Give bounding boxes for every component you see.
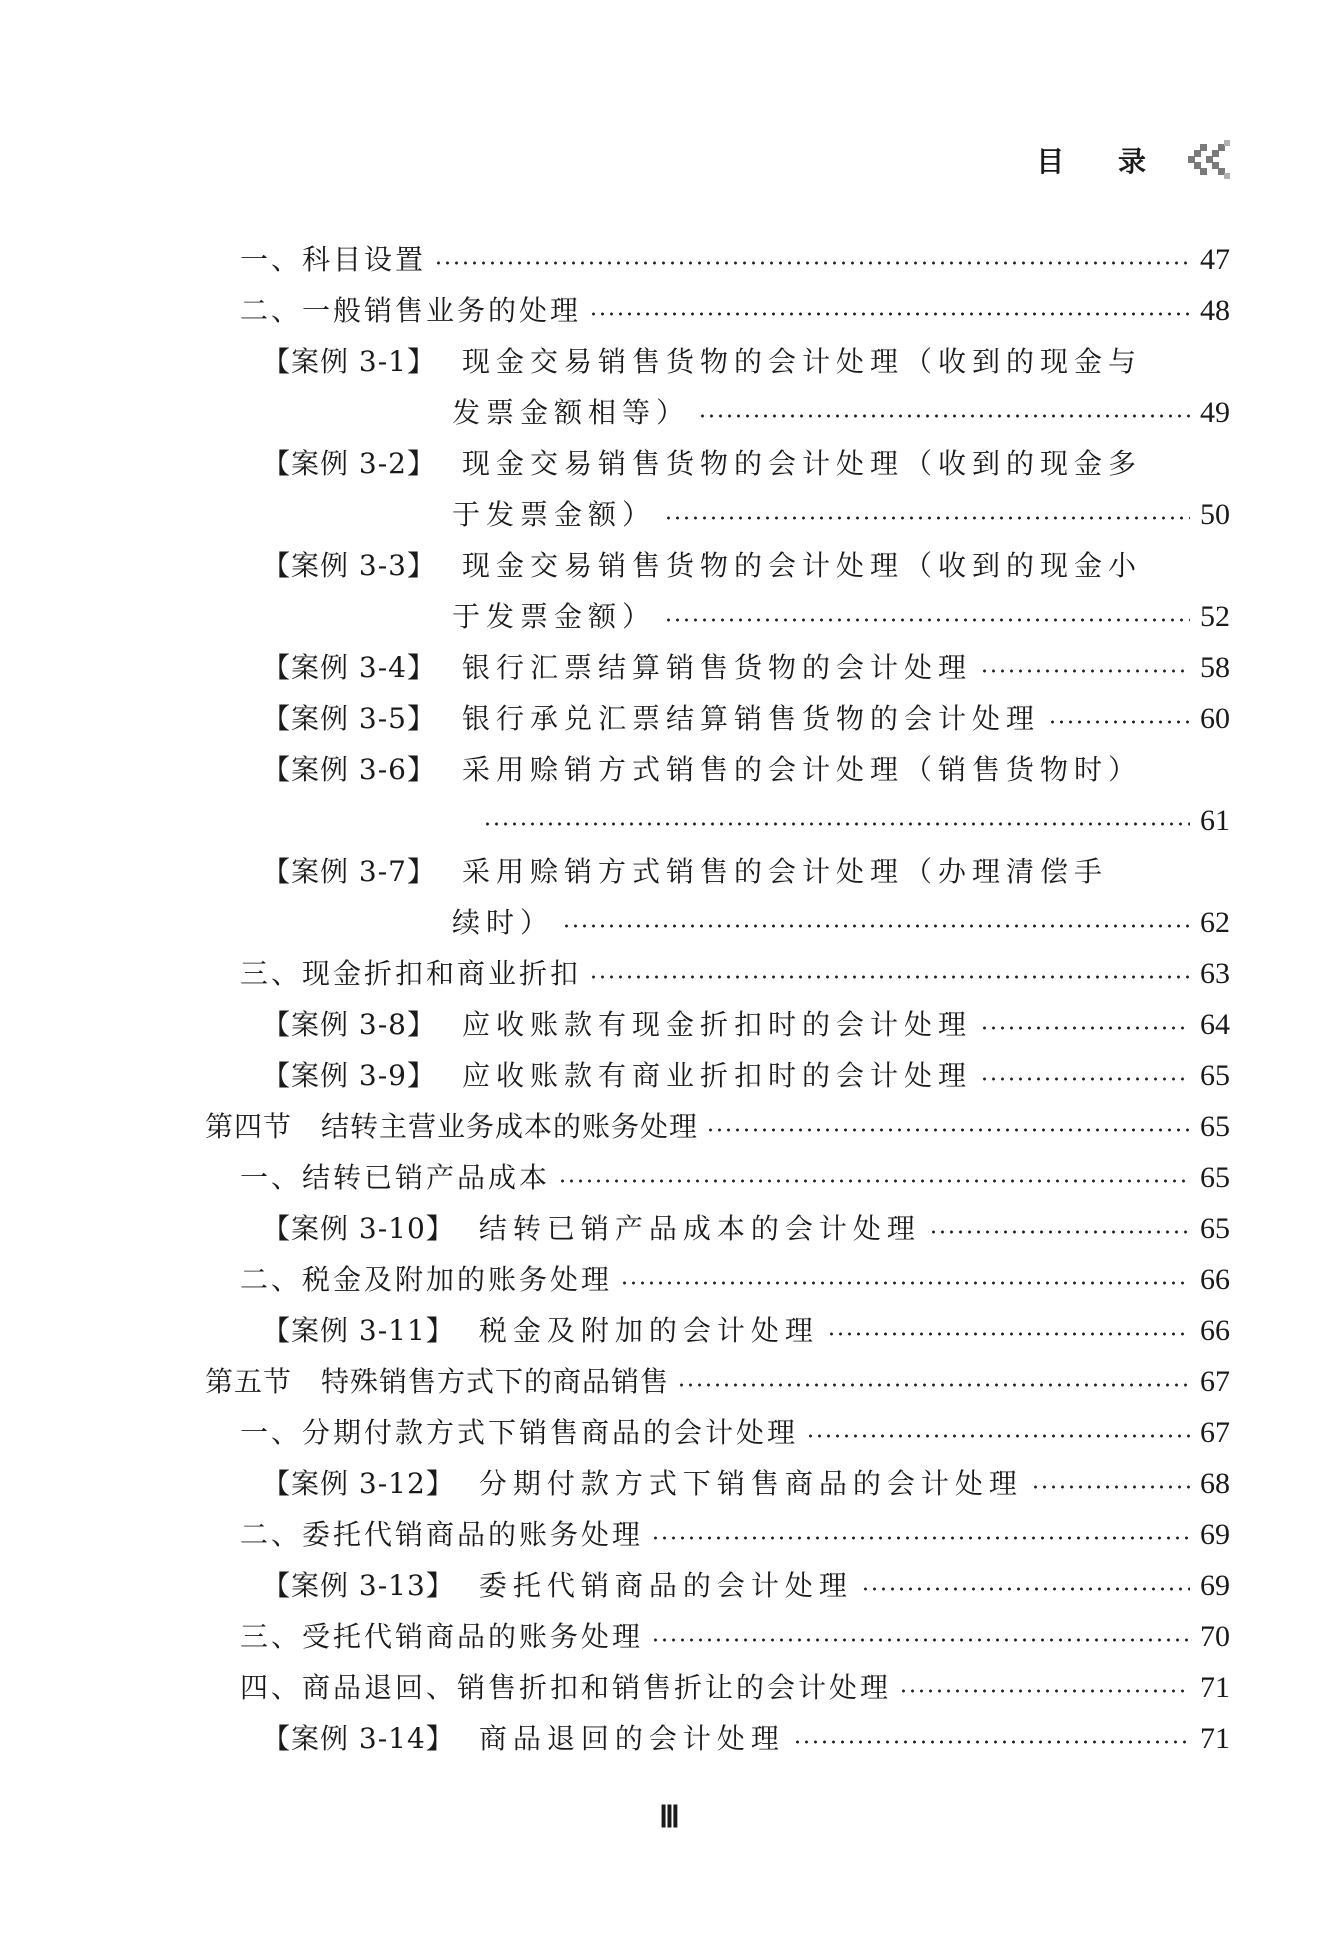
toc-case-entry[interactable] xyxy=(262,1566,1230,1606)
item-title: 二、一般销售业务的处理 xyxy=(240,294,582,327)
page-ref: 61 xyxy=(1200,804,1230,837)
case-tag: 【案例 3-13】 xyxy=(262,1569,455,1602)
dot-leader xyxy=(806,1432,1190,1440)
dot-leader xyxy=(899,1687,1190,1695)
case-tag: 【案例 3-4】 xyxy=(262,651,436,684)
dot-leader xyxy=(651,1534,1190,1542)
dot-leader xyxy=(706,1126,1190,1134)
case-title: 现金交易销售货物的会计处理（收到的现金小 xyxy=(462,549,1143,582)
item-title: 二、委托代销商品的账务处理 xyxy=(240,1518,644,1551)
page-ref: 48 xyxy=(1200,294,1230,327)
toc-item-entry[interactable] xyxy=(240,1668,1230,1708)
page-ref: 65 xyxy=(1200,1059,1230,1092)
toc-item-entry[interactable] xyxy=(240,1413,1230,1453)
case-title: 税金及附加的会计处理 xyxy=(478,1314,819,1347)
case-title: 采用赊销方式销售的会计处理（办理清偿手 xyxy=(462,855,1109,888)
dot-leader xyxy=(589,310,1190,318)
case-title-continued: 于发票金额） xyxy=(452,498,657,531)
item-title: 三、受托代销商品的账务处理 xyxy=(240,1620,644,1653)
case-tag: 【案例 3-2】 xyxy=(262,447,436,480)
case-title: 银行汇票结算销售货物的会计处理 xyxy=(462,651,973,684)
toc-case-entry[interactable] xyxy=(262,1719,1230,1759)
toc-case-entry[interactable] xyxy=(262,1311,1230,1351)
dot-leader xyxy=(664,514,1190,522)
toc-item-entry[interactable] xyxy=(240,291,1230,331)
toc-item-entry[interactable] xyxy=(240,1158,1230,1198)
toc-case-continuation[interactable] xyxy=(452,495,1230,535)
case-title: 应收账款有现金折扣时的会计处理 xyxy=(462,1008,973,1041)
case-title: 应收账款有商业折扣时的会计处理 xyxy=(462,1059,973,1092)
dot-leader xyxy=(562,922,1190,930)
page-number: Ⅲ xyxy=(659,1801,680,1834)
dot-leader xyxy=(1031,1483,1190,1491)
case-tag: 【案例 3-5】 xyxy=(262,702,436,735)
toc-case-entry[interactable] xyxy=(262,444,1230,484)
case-tag: 【案例 3-9】 xyxy=(262,1059,436,1092)
toc-item-entry[interactable] xyxy=(240,954,1230,994)
toc-case-entry[interactable] xyxy=(262,342,1230,382)
dot-leader xyxy=(651,1636,1190,1644)
page-ref: 65 xyxy=(1200,1161,1230,1194)
page-ref: 65 xyxy=(1200,1110,1230,1143)
page-ref: 65 xyxy=(1200,1212,1230,1245)
dot-leader xyxy=(929,1228,1190,1236)
case-title: 采用赊销方式销售的会计处理（销售货物时） xyxy=(462,753,1143,786)
dot-leader xyxy=(589,973,1190,981)
case-title: 银行承兑汇票结算销售货物的会计处理 xyxy=(462,702,1041,735)
page-ref: 64 xyxy=(1200,1008,1230,1041)
case-tag: 【案例 3-14】 xyxy=(262,1722,455,1755)
toc-case-entry[interactable] xyxy=(262,750,1230,790)
case-title-continued: 续时） xyxy=(452,906,555,939)
case-tag: 【案例 3-8】 xyxy=(262,1008,436,1041)
dot-leader xyxy=(1048,718,1190,726)
page-ref: 47 xyxy=(1200,243,1230,276)
dot-leader xyxy=(980,1024,1190,1032)
dot-leader xyxy=(793,1738,1190,1746)
toc-case-entry[interactable] xyxy=(262,648,1230,688)
toc-section-entry[interactable] xyxy=(205,1107,1230,1147)
toc-case-entry[interactable] xyxy=(262,1209,1230,1249)
toc-case-entry[interactable] xyxy=(262,1056,1230,1096)
toc-section-entry[interactable] xyxy=(205,1362,1230,1402)
page-ref: 69 xyxy=(1200,1518,1230,1551)
toc-case-continuation[interactable] xyxy=(452,597,1230,637)
running-header xyxy=(1036,140,1234,180)
dot-leader xyxy=(827,1330,1190,1338)
toc-item-entry[interactable] xyxy=(240,1617,1230,1657)
page-ref: 66 xyxy=(1200,1263,1230,1296)
page-ref: 71 xyxy=(1200,1722,1230,1755)
toc-item-entry[interactable] xyxy=(240,1260,1230,1300)
page-ref: 60 xyxy=(1200,702,1230,735)
case-tag: 【案例 3-6】 xyxy=(262,753,436,786)
dot-leader xyxy=(620,1279,1190,1287)
page-ref: 49 xyxy=(1200,396,1230,429)
dot-leader xyxy=(861,1585,1190,1593)
item-title: 二、税金及附加的账务处理 xyxy=(240,1263,613,1296)
toc-case-entry[interactable] xyxy=(262,1005,1230,1045)
item-title: 一、结转已销产品成本 xyxy=(240,1161,551,1194)
toc-case-entry[interactable] xyxy=(262,852,1230,892)
dot-leader xyxy=(664,616,1190,624)
dot-leader xyxy=(677,1381,1190,1389)
dot-leader xyxy=(980,667,1190,675)
dot-leader xyxy=(698,412,1190,420)
case-tag: 【案例 3-12】 xyxy=(262,1467,455,1500)
toc-item-entry[interactable] xyxy=(240,240,1230,280)
case-title-continued: 于发票金额） xyxy=(452,600,657,633)
toc-case-continuation[interactable] xyxy=(452,393,1230,433)
toc-case-continuation[interactable] xyxy=(475,801,1230,841)
page-ref: 58 xyxy=(1200,651,1230,684)
page-ref: 66 xyxy=(1200,1314,1230,1347)
dot-leader xyxy=(558,1177,1190,1185)
page-ref: 70 xyxy=(1200,1620,1230,1653)
page-ref: 63 xyxy=(1200,957,1230,990)
case-tag: 【案例 3-1】 xyxy=(262,345,436,378)
case-title: 现金交易销售货物的会计处理（收到的现金与 xyxy=(462,345,1143,378)
case-tag: 【案例 3-11】 xyxy=(262,1314,455,1347)
page-ref: 67 xyxy=(1200,1416,1230,1449)
case-tag: 【案例 3-10】 xyxy=(262,1212,455,1245)
item-title: 一、分期付款方式下销售商品的会计处理 xyxy=(240,1416,799,1449)
page-ref: 50 xyxy=(1200,498,1230,531)
item-title: 四、商品退回、销售折扣和销售折让的会计处理 xyxy=(240,1671,892,1704)
section-title: 第四节 结转主营业务成本的账务处理 xyxy=(205,1110,699,1143)
toc-case-continuation[interactable] xyxy=(452,903,1230,943)
section-title: 第五节 特殊销售方式下的商品销售 xyxy=(205,1365,670,1398)
case-tag: 【案例 3-3】 xyxy=(262,549,436,582)
dot-leader xyxy=(483,820,1190,828)
page-ref: 62 xyxy=(1200,906,1230,939)
case-title-continued: 发票金额相等） xyxy=(452,396,691,429)
toc-case-entry[interactable] xyxy=(262,1464,1230,1504)
case-title: 结转已销产品成本的会计处理 xyxy=(478,1212,921,1245)
item-title: 一、科目设置 xyxy=(240,243,427,276)
page-ref: 52 xyxy=(1200,600,1230,633)
case-tag: 【案例 3-7】 xyxy=(262,855,436,888)
toc-case-entry[interactable] xyxy=(262,546,1230,586)
item-title: 三、现金折扣和商业折扣 xyxy=(240,957,582,990)
case-title: 商品退回的会计处理 xyxy=(478,1722,785,1755)
page-ref: 71 xyxy=(1200,1671,1230,1704)
page-ref: 68 xyxy=(1200,1467,1230,1500)
page-ref: 67 xyxy=(1200,1365,1230,1398)
case-title: 现金交易销售货物的会计处理（收到的现金多 xyxy=(462,447,1143,480)
case-title: 委托代销商品的会计处理 xyxy=(478,1569,853,1602)
dot-leader xyxy=(434,259,1190,267)
page-ref: 69 xyxy=(1200,1569,1230,1602)
double-chevron-left-icon xyxy=(1182,140,1234,180)
dot-leader xyxy=(980,1075,1190,1083)
toc-item-entry[interactable] xyxy=(240,1515,1230,1555)
toc-case-entry[interactable] xyxy=(262,699,1230,739)
header-title: 目 录 xyxy=(1036,145,1168,178)
case-title: 分期付款方式下销售商品的会计处理 xyxy=(478,1467,1023,1500)
